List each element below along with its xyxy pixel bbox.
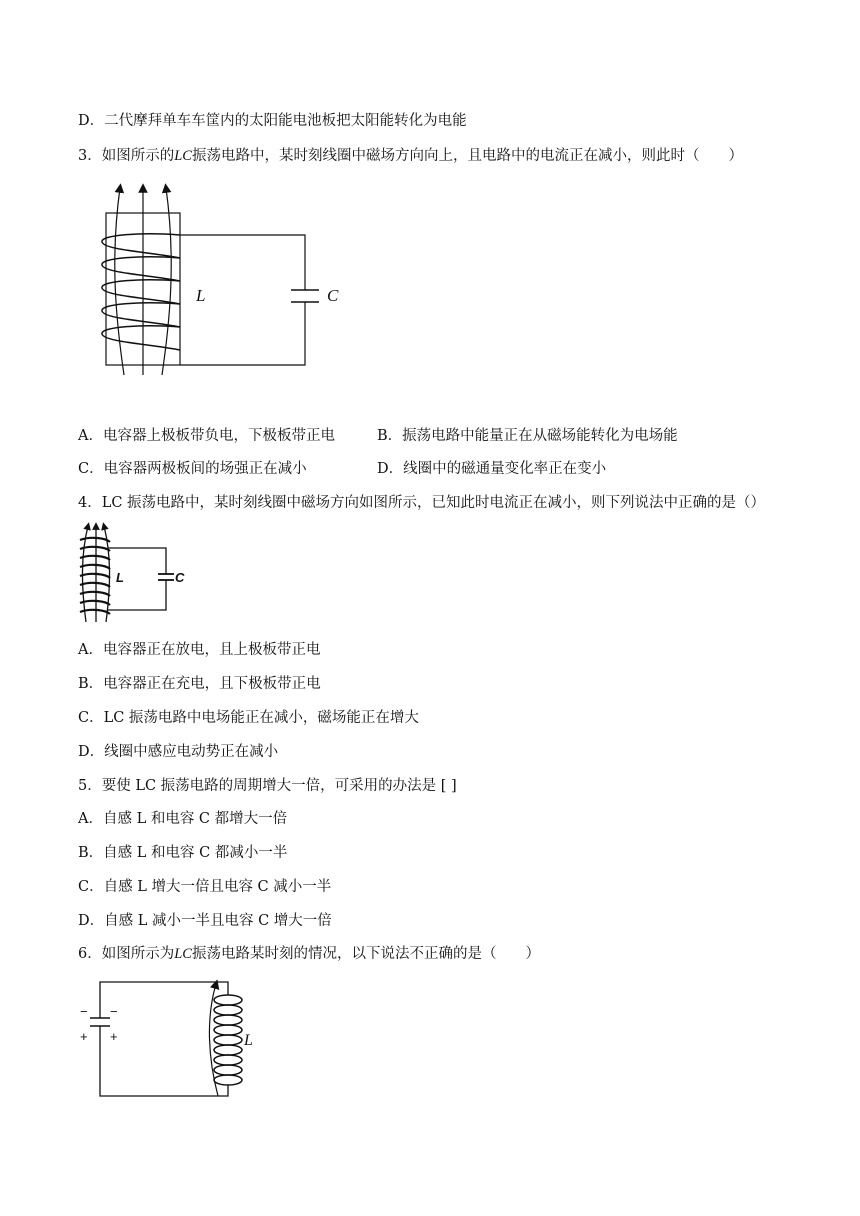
q6-wire [100, 1040, 228, 1096]
q6-stem-lc: LC [174, 946, 192, 962]
q6-label-minus-right: − [110, 1004, 118, 1019]
q3-figure [80, 180, 370, 380]
q5-option-d[interactable]: D．自感 L 减小一半且电容 C 增大一倍 [78, 913, 332, 929]
q6-wire [100, 982, 228, 1018]
q5-stem: 5．要使 LC 振荡电路的周期增大一倍，可采用的办法是 [ ] [78, 778, 457, 794]
q3-label-l: L [196, 286, 206, 305]
q6-stem-suffix: 振荡电路某时刻的情况，以下说法不正确的是（ ） [191, 946, 540, 962]
q6-label-plus-left: + [80, 1029, 88, 1044]
q6-label-minus-left: − [80, 1004, 88, 1019]
prev-option-d: D．二代摩拜单车车筐内的太阳能电池板把太阳能转化为电能 [78, 113, 467, 129]
q3-coil [102, 234, 180, 350]
q5-option-a[interactable]: A．自感 L 和电容 C 都增大一倍 [78, 811, 288, 827]
q5-option-b[interactable]: B．自感 L 和电容 C 都减小一半 [78, 845, 288, 861]
q6-stem-prefix: 6．如图所示为 [78, 946, 175, 962]
q4-label-c: C [175, 570, 185, 585]
q4-option-b[interactable]: B．电容器正在充电，且下极板带正电 [78, 676, 321, 692]
q3-stem [78, 146, 743, 166]
q5-option-c[interactable]: C．自感 L 增大一倍且电容 C 减小一半 [78, 879, 332, 895]
q3-stem-suffix: 振荡电路中，某时刻线圈中磁场方向向上，且电路中的电流正在减小，则此时（ ） [191, 148, 743, 164]
q4-option-d[interactable]: D．线圈中感应电动势正在减小 [78, 744, 279, 760]
q3-option-c[interactable]: C．电容器两极板间的场强正在减小 [78, 461, 307, 477]
q3-option-a[interactable]: A．电容器上极板带负电，下极板带正电 [78, 428, 335, 444]
q6-label-l: L [244, 1032, 253, 1049]
q4-label-l: L [116, 570, 124, 585]
q3-label-c: C [327, 286, 339, 305]
q4-option-c[interactable]: C．LC 振荡电路中电场能正在减小，磁场能正在增大 [78, 710, 419, 726]
q3-wire [180, 302, 305, 365]
q4-option-a[interactable]: A．电容器正在放电，且上极板带正电 [78, 642, 321, 658]
q4-stem: 4．LC 振荡电路中，某时刻线圈中磁场方向如图所示，已知此时电流正在减小，则下列说法中正确的是（） [78, 495, 766, 511]
q6-coil [214, 995, 242, 1085]
q3-option-d[interactable]: D．线圈中的磁通量变化率正在变小 [377, 461, 607, 477]
q3-stem-prefix: 3．如图所示的 [78, 148, 175, 164]
q6-figure [78, 978, 268, 1103]
q3-stem-lc: LC [174, 148, 192, 164]
q4-figure [78, 524, 188, 624]
q3-wire [180, 235, 305, 290]
q3-option-b[interactable]: B．振荡电路中能量正在从磁场能转化为电场能 [377, 428, 678, 444]
q6-stem [78, 944, 540, 964]
q6-label-plus-right: + [110, 1029, 118, 1044]
